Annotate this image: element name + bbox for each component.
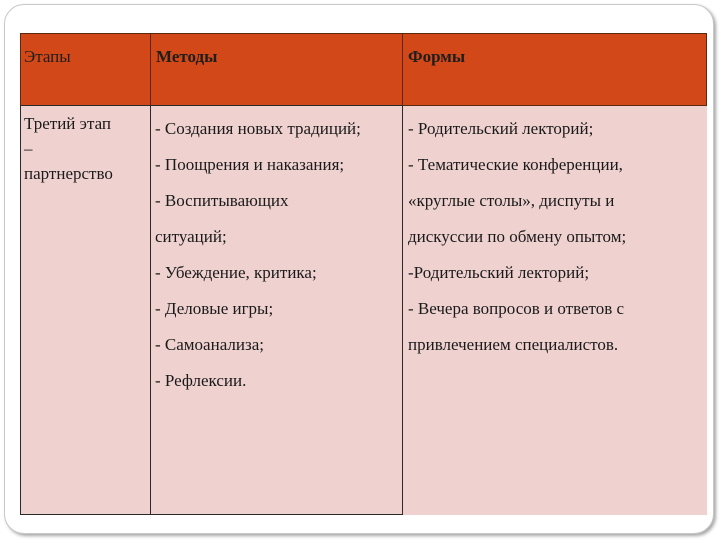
method-item: - Деловые игры; — [155, 299, 274, 318]
method-item: - Убеждение, критика; — [155, 263, 317, 282]
method-item: - Создания новых традиций; — [155, 119, 361, 138]
header-cell-forms — [402, 33, 707, 106]
form-item: - Тематические конференции, — [408, 155, 623, 174]
stage-dash: – — [24, 139, 33, 158]
method-item: - Поощрения и наказания; — [155, 155, 345, 174]
form-item: «круглые столы», диспуты и — [408, 191, 615, 210]
header-cell-stages — [20, 33, 151, 106]
method-item: - Рефлексии. — [155, 371, 247, 390]
stage-cell-text — [24, 111, 146, 186]
stage-name: Третий этап — [24, 114, 112, 133]
form-item: -Родительский лекторий; — [408, 263, 590, 282]
header-stages-label: Этапы — [24, 47, 71, 66]
stage-type: партнерство — [24, 164, 113, 183]
method-item: ситуаций; — [155, 227, 227, 246]
header-methods-label: Методы — [156, 47, 218, 66]
header-cell-methods — [150, 33, 403, 106]
slide-frame — [4, 4, 714, 534]
form-item: - Родительский лекторий; — [408, 119, 594, 138]
header-forms-label: Формы — [408, 47, 466, 66]
form-item: дискуссии по обмену опытом; — [408, 227, 627, 246]
form-item: - Вечера вопросов и ответов с — [408, 299, 625, 318]
method-item: - Самоанализа; — [155, 335, 264, 354]
form-item: привлечением специалистов. — [408, 335, 619, 354]
method-item: - Воспитывающих — [155, 191, 289, 210]
